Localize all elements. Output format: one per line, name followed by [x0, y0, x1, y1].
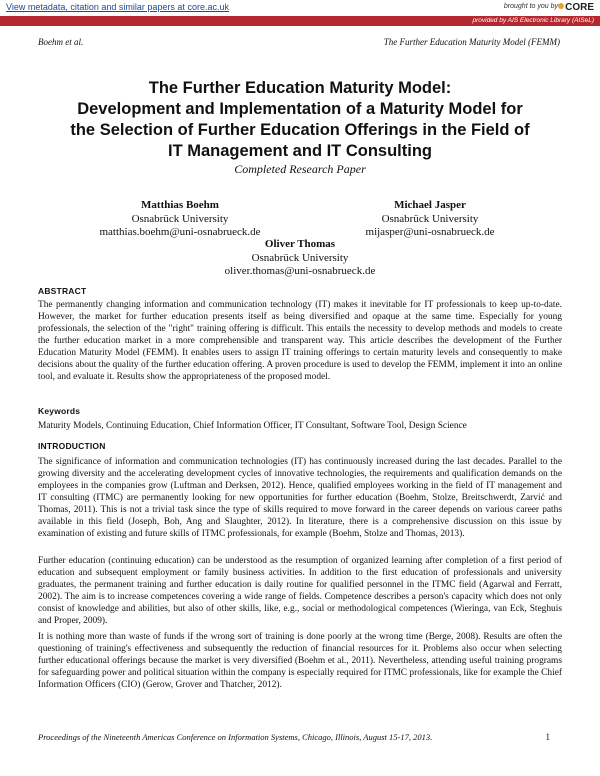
title-line: IT Management and IT Consulting	[168, 142, 432, 160]
proceedings-footer: Proceedings of the Nineteenth Americas Conference on Information Systems, Chicago, Illinois, August 15-17, 2013.	[38, 732, 433, 742]
introduction-heading: INTRODUCTION	[38, 441, 106, 451]
core-link-domain: core.ac.uk	[187, 2, 229, 12]
author-name: Oliver Thomas	[264, 238, 336, 250]
title-line: The Further Education Maturity Model:	[148, 79, 452, 97]
abstract-heading: ABSTRACT	[38, 286, 87, 296]
running-header-authors: Boehm et al.	[38, 37, 84, 47]
core-logo[interactable]	[558, 2, 594, 13]
provider-bar	[0, 16, 600, 26]
intro-paragraph-1: The significance of information and communication technologies (IT) has continuously increased during the last decades. Parallel to the growing diversity and the accelerating development cycles of innovative technologies, the requirements and qualification demands on the employees in the companies grow (Luftman and Derksen, 2012). Hence, qualified employees working in the field of IT management and IT consulting (ITMC) are permanently looking for new opportunities for further education (Boehm, Stolze, Breitschwerdt, Zarvić and Thomas, 2011). This is not a trivial task since the type of skills required to move forward in the career depends on various career paths available in this field (Joseph, Boh, Ang and Slaughter, 2012). In literature, there is a comprehensive discussion on this issue by examination of existing and future skills of ITMC professionals, for example (Boehm, Stolze and Thomas, 2013).	[38, 457, 562, 539]
provided-by-label: provided by AIS Electronic Library (AISeL)	[472, 17, 594, 24]
author-email[interactable]: oliver.thomas@uni-osnabrueck.de	[224, 265, 376, 277]
title-line: the Selection of Further Education Offerings in the Field of	[70, 121, 530, 139]
author-email[interactable]: matthias.boehm@uni-osnabrueck.de	[99, 226, 261, 238]
page-number: 1	[545, 732, 550, 742]
paper-title	[38, 78, 562, 162]
title-line: Development and Implementation of a Maturity Model for	[77, 100, 523, 118]
core-metadata-link[interactable]	[6, 2, 229, 12]
author-name: Michael Jasper	[394, 199, 466, 211]
abstract-text: The permanently changing information and communication technology (IT) makes it inevitable for IT professionals to keep up-to-date. However, the market for further education presents itself as being diversified and opaque at the same time. Especially for young professionals, the selection of the "right" training offering is difficult. This entails the necessity to develop methods and models to create the further education market in a more comprehensible and transparent way. This article describes the development of the Further Education Maturity Model (FEMM). It enables users to assign IT training offerings to certain maturity levels and consequently to make decisions about the quality of the further education offering. A proven procedure is used to develop the FEMM, implement it into an online tool, and evaluate it. Results show the appropriateness of the proposed model.	[38, 300, 562, 382]
author-name: Matthias Boehm	[141, 199, 219, 211]
core-logo-text: CORE	[565, 2, 594, 13]
author-affiliation: Osnabrück University	[381, 212, 479, 225]
brought-to-you-label: brought to you by	[503, 3, 558, 10]
author-block	[80, 199, 280, 240]
keywords-heading: Keywords	[38, 406, 81, 416]
author-affiliation: Osnabrück University	[251, 251, 349, 264]
core-link-text: View metadata, citation and similar papers at	[6, 2, 188, 12]
core-banner	[0, 0, 600, 16]
intro-paragraph-3: It is nothing more than waste of funds if the wrong sort of training is done poorly at the wrong time (Berge, 2008). Results are often the questioning of training's effectiveness and subsequently the reduction of financial resources for it. Problems also occur when selecting further educational offerings because the market is very diversified (Boehm et al., 2011). Nevertheless, attending useful training programs for safeguarding power and political situation within the company is especially required for ITMC professionals, like for example the Chief Information Officers (CIO) (Gerow, Grover and Thatcher, 2012).	[38, 632, 562, 690]
author-email[interactable]: mijasper@uni-osnabrueck.de	[365, 226, 495, 238]
paper-subtitle: Completed Research Paper	[234, 162, 366, 176]
author-affiliation: Osnabrück University	[131, 212, 229, 225]
intro-paragraph-2: Further education (continuing education) can be understood as the resumption of organized learning after completion of a first period of education and subsequent employment or family business activities. In addition to the first education of professionals and university graduates, the permanent training and further education is daily routine for qualified personnel in the ITMC field (Agarwal and Ferratt, 2002). The aim is to increase competences covering a wide range of fields. Competence describes a person's capacity which does not only consist of knowledge and abilities, but also of other skills, like, e.g., social or methodological competences (Wieringa, van Eck, Steghuis and Proper, 2009).	[38, 556, 562, 626]
running-header-title: The Further Education Maturity Model (FEMM)	[383, 37, 560, 47]
author-block	[330, 199, 530, 240]
author-block	[200, 238, 400, 279]
keywords-text: Maturity Models, Continuing Education, Chief Information Officer, IT Consultant, Software Tool, Design Science	[38, 421, 467, 431]
core-logo-icon	[558, 3, 564, 9]
